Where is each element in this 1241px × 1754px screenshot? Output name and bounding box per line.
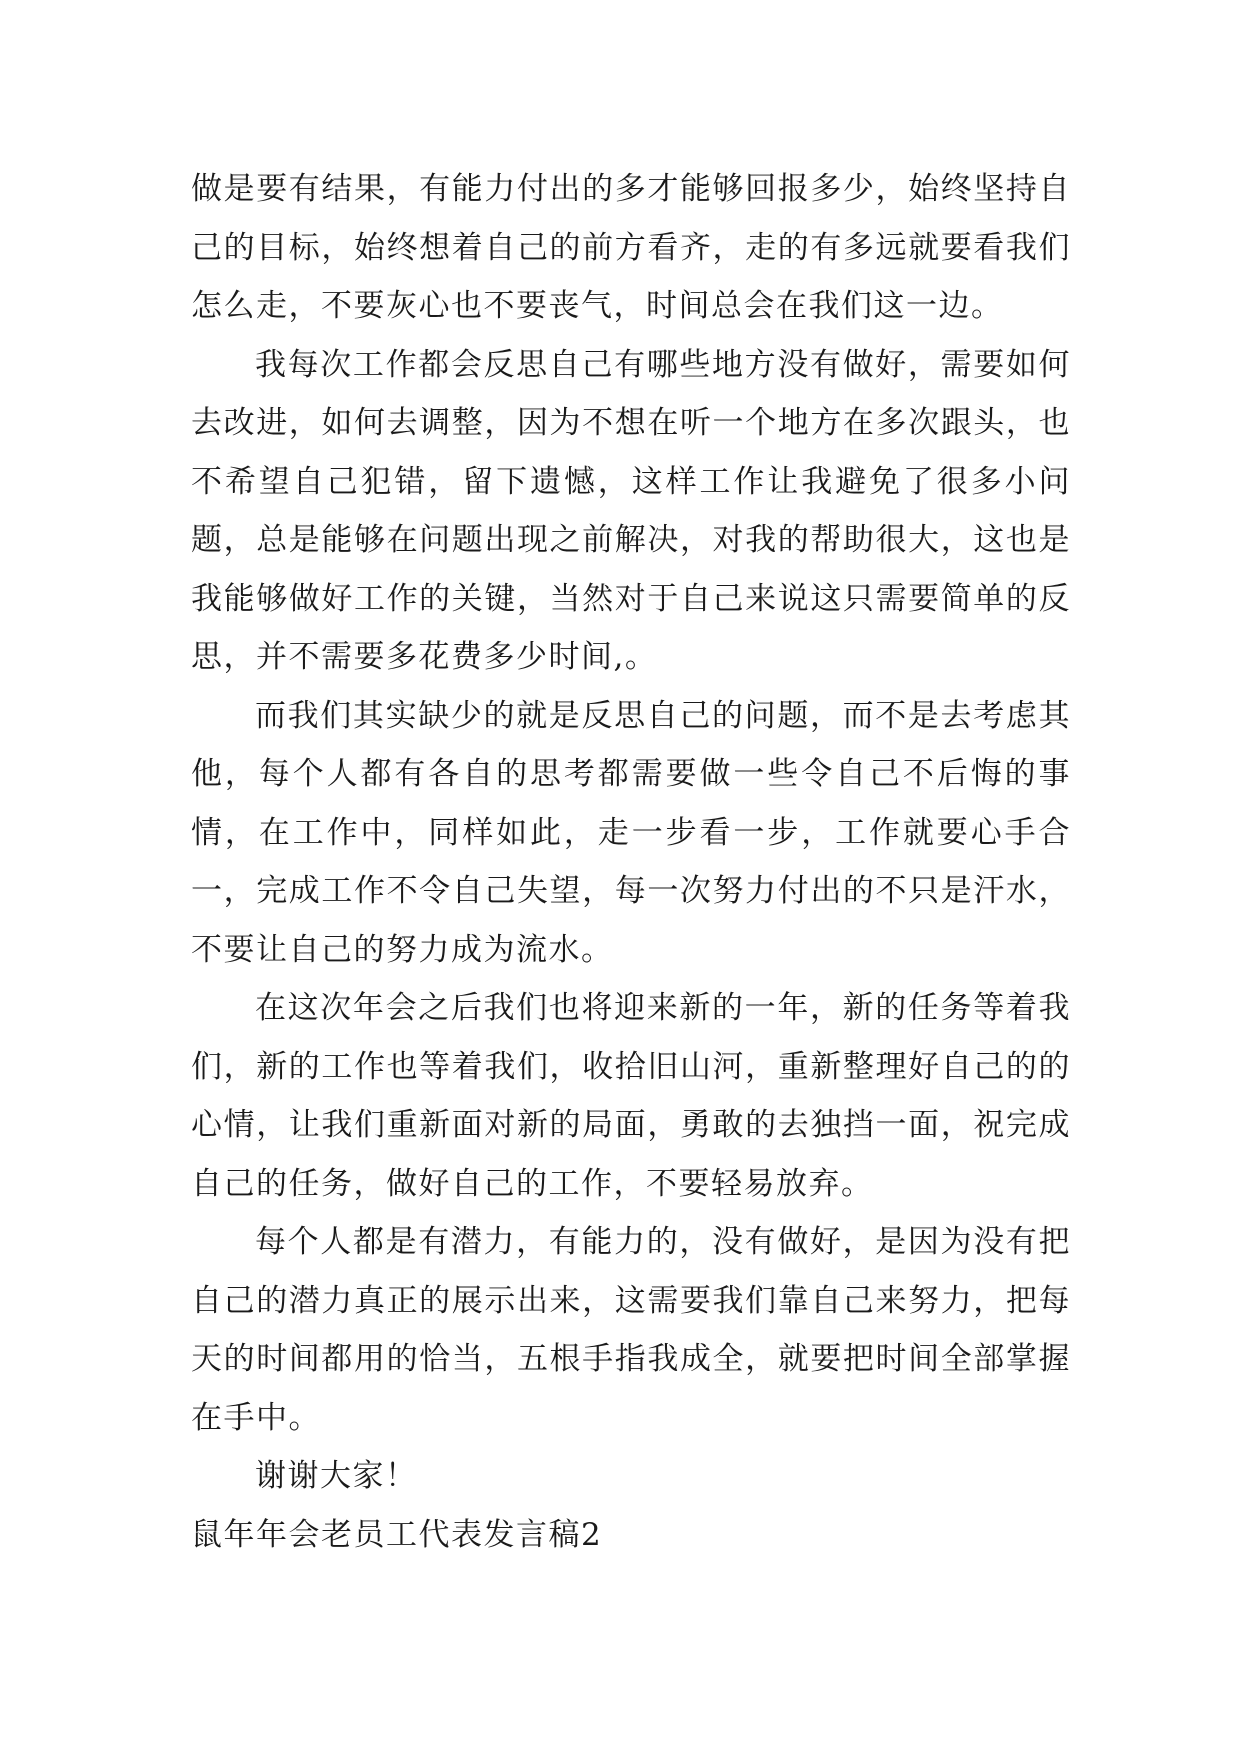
paragraph-1: 做是要有结果，有能力付出的多才能够回报多少，始终坚持自己的目标，始终想着自己的前方看齐，走的有多远就要看我们怎么走，不要灰心也不要丧气，时间总会在我们这一边。 [191,171,1071,324]
next-section-title: 鼠年年会老员工代表发言稿2 [191,1516,603,1553]
document-body [191,160,1071,1564]
paragraph-2: 我每次工作都会反思自己有哪些地方没有做好，需要如何去改进，如何去调整，因为不想在听一个地方在多次跟头，也不希望自己犯错，留下遗憾，这样工作让我避免了很多小问题，总是能够在问题出现之前解决，对我的帮助很大，这也是我能够做好工作的关键，当然对于自己来说这只需要简单的反思，并不需要多花费多少时间,。 [191,346,1071,675]
paragraph-3: 而我们其实缺少的就是反思自己的问题，而不是去考虑其他，每个人都有各自的思考都需要做一些令自己不后悔的事情，在工作中，同样如此，走一步看一步，工作就要心手合一，完成工作不令自己失望，每一次努力付出的不只是汗水，不要让自己的努力成为流水。 [191,697,1071,968]
paragraph-5: 每个人都是有潜力，有能力的，没有做好，是因为没有把自己的潜力真正的展示出来，这需要我们靠自己来努力，把每天的时间都用的恰当，五根手指我成全，就要把时间全部掌握在手中。 [191,1224,1071,1436]
closing-thanks: 谢谢大家！ [255,1458,418,1494]
paragraph-4: 在这次年会之后我们也将迎来新的一年，新的任务等着我们，新的工作也等着我们，收拾旧山河，重新整理好自己的的心情，让我们重新面对新的局面，勇敢的去独挡一面，祝完成自己的任务，做好自己的工作，不要轻易放弃。 [191,990,1071,1202]
